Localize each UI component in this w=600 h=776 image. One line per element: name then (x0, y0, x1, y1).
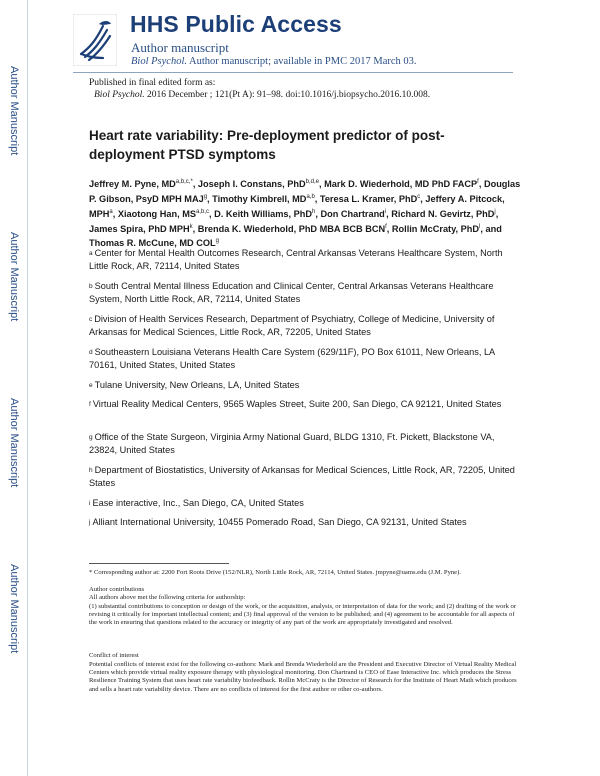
affiliation-marker: h (89, 467, 93, 474)
author-affiliation-marker: a (109, 208, 113, 215)
author-name: Joseph I. Constans, PhD (197, 179, 306, 190)
author-affiliation-marker: f (385, 223, 387, 230)
author-separator: , (207, 193, 213, 204)
author-separator: , (112, 208, 118, 219)
affiliation-item (89, 346, 517, 372)
contributions-text: (1) substantial contributions to conception or design of the work, or the acquisition, analysis, or interpretation of data for the work; and (2) drafting of the work or revising it critically for important intellectual content; and (3) final approval of the version to be published; and (4) agreement to be accountable for all aspects of the work in ensuring that questions related to the accuracy or integrity of any part of the work are appropriately investigated and resolved. (89, 603, 517, 627)
sidebar-author-manuscript-label-1: Author Manuscript (8, 66, 20, 156)
hhs-public-access-title: HHS Public Access (130, 11, 342, 37)
author-name: Jeffrey M. Pyne, MD (89, 179, 176, 190)
author-affiliation-marker: h (312, 208, 316, 215)
affiliation-marker: b (89, 283, 93, 290)
author-name: Xiaotong Han, MS (117, 208, 196, 219)
affiliation-text: Division of Health Services Research, Department of Psychiatry, College of Medicine, University of Arkansas for Medical Sciences, Little Rock, AR, 72205, United States (89, 314, 495, 337)
author-name: Don Chartrand (320, 208, 385, 219)
affiliation-item (89, 398, 517, 411)
author-affiliation-marker: a,b,c (195, 208, 209, 215)
author-affiliation-marker: k (189, 223, 193, 230)
author-name: D. Keith Williams, PhD (214, 208, 313, 219)
corresponding-author-footnote: * Corresponding author at: 2200 Fort Roots Drive (152/NLR), North Little Rock, AR, 72114, United States. jmpyne@uams.edu (J.M. Pyne). (89, 569, 461, 576)
affiliation-text: Office of the State Surgeon, Virginia Army National Guard, BLDG 1310, Ft. Pickett, Blackstone VA, 23824, United States (89, 432, 495, 455)
author-name: Thomas R. McCune, MD COL (89, 238, 216, 249)
contributions-intro: All authors above met the following criteria for authorship: (89, 594, 246, 601)
contributions-heading: Author contributions (89, 586, 145, 593)
affiliation-marker: a (89, 250, 93, 257)
author-separator: , (208, 208, 215, 219)
affiliation-marker: j (89, 519, 91, 526)
affiliation-text: Center for Mental Health Outcomes Research, Central Arkansas Veterans Healthcare System, North Little Rock, AR, 72114, United States (89, 248, 503, 271)
affiliation-marker: g (89, 434, 93, 441)
affiliation-text: Alliant International University, 10455 Pomerado Road, San Diego, CA 92131, United States (92, 517, 467, 527)
citation-details: 2016 December ; 121(Pt A): 91–98. doi:10.1016/j.biopsycho.2016.10.008. (144, 90, 431, 100)
author-separator: , (420, 193, 426, 204)
author-separator: , (192, 223, 198, 234)
author-affiliation-marker: a,b (306, 193, 315, 200)
affiliation-text: Department of Biostatistics, University of Arkansas for Medical Sciences, Little Rock, AR, 72205, United States (89, 465, 515, 488)
author-affiliation-marker: c (417, 193, 421, 200)
author-affiliation-marker: j (494, 208, 496, 215)
author-separator: , (478, 179, 484, 190)
author-affiliation-marker: i (384, 208, 387, 215)
header-rule (73, 72, 513, 73)
footnote-rule (89, 563, 229, 564)
author-affiliation-marker: a,b,c,* (175, 179, 193, 185)
author-separator: , and (480, 223, 502, 234)
affiliation-marker: c (89, 316, 93, 323)
author-name: James Spira, PhD MPH (89, 223, 190, 234)
affiliation-item (89, 280, 517, 306)
affiliation-marker: f (89, 401, 91, 408)
published-label: Published in final edited form as: (89, 78, 216, 88)
author-name: Richard N. Gevirtz, PhD (391, 208, 495, 219)
affiliation-item (89, 431, 517, 457)
affiliation-item (89, 497, 517, 510)
affiliation-text: Tulane University, New Orleans, LA, United States (94, 380, 300, 390)
availability-line (131, 56, 417, 67)
affiliation-text: Southeastern Louisiana Veterans Health Care System (629/11F), PO Box 61011, New Orleans, LA 70161, United States, United States (89, 347, 495, 370)
conflict-heading: Conflict of interest (89, 652, 139, 659)
author-separator: , (315, 208, 321, 219)
affiliation-item (89, 379, 517, 392)
journal-abbrev: Biol Psychol. (131, 56, 187, 67)
affiliation-marker: i (89, 500, 91, 507)
author-affiliation-marker: b,d,e (305, 179, 319, 185)
affiliation-item (89, 313, 517, 339)
affiliation-item (89, 247, 517, 273)
author-manuscript-subtitle: Author manuscript (131, 40, 229, 55)
author-name: Jeffery A. Pitcock, MPH (89, 193, 505, 219)
author-affiliation-marker: g (215, 238, 219, 245)
author-list (89, 176, 529, 250)
article-title: Heart rate variability: Pre-deployment predictor of post-deployment PTSD symptoms (89, 128, 445, 162)
author-separator: , (386, 223, 392, 234)
author-name: Rollin McCraty, PhD (391, 223, 480, 234)
availability-text: Author manuscript; available in PMC 2017 March 03. (187, 56, 417, 67)
citation (94, 90, 430, 100)
author-name: Brenda K. Wiederhold, PhD MBA BCB BCN (197, 223, 386, 234)
affiliation-item (89, 516, 517, 529)
affiliation-text: Virtual Reality Medical Centers, 9565 Waples Street, Suite 200, San Diego, CA 92121, United States (92, 399, 502, 409)
author-affiliation-marker: l (479, 223, 481, 230)
author-name: Timothy Kimbrell, MD (212, 193, 307, 204)
author-affiliation-marker: f (477, 179, 479, 185)
affiliation-marker: e (89, 382, 93, 389)
affiliation-marker: d (89, 349, 93, 356)
hhs-eagle-logo-icon (73, 14, 117, 66)
author-separator: , (192, 179, 198, 190)
author-separator: , (319, 179, 325, 190)
margin-divider (27, 0, 28, 776)
affiliation-item (89, 464, 517, 490)
sidebar-author-manuscript-label-4: Author Manuscript (8, 564, 20, 654)
author-affiliation-marker: g (203, 193, 208, 200)
author-name: Mark D. Wiederhold, MD PhD FACP (324, 179, 478, 190)
affiliation-text: South Central Mental Illness Education and Clinical Center, Central Arkansas Veterans Healthcare System, North Little Rock, AR, 72114, United States (89, 281, 494, 304)
author-separator: , (495, 208, 499, 219)
author-name: Teresa L. Kramer, PhD (319, 193, 418, 204)
conflict-text: Potential conflicts of interest exist for the following co-authors: Mark and Brenda Wiederhold are the President and Executive Director of Virtual Reality Medical Centers which provide virtual reality exposure therapy with physiological monitoring. Don Chartrand is CEO of Ease Interactive Inc. which produces the Stress Resilience Training System that uses heart rate variability biofeedback. Rollin McCraty is the Director of Research for the Institute of Heart Math which produces and sells a heart rate variability device. There are no conflicts of interest for the first author or other co-authors. (89, 661, 517, 693)
author-separator: , (386, 208, 392, 219)
sidebar-author-manuscript-label-2: Author Manuscript (8, 232, 20, 322)
author-separator: , (314, 193, 320, 204)
sidebar-author-manuscript-label-3: Author Manuscript (8, 398, 20, 488)
author-name: Douglas P. Gibson, PsyD MPH MAJ (89, 179, 521, 204)
citation-journal: Biol Psychol. (94, 90, 145, 100)
affiliation-text: Ease interactive, Inc., San Diego, CA, United States (92, 498, 304, 508)
